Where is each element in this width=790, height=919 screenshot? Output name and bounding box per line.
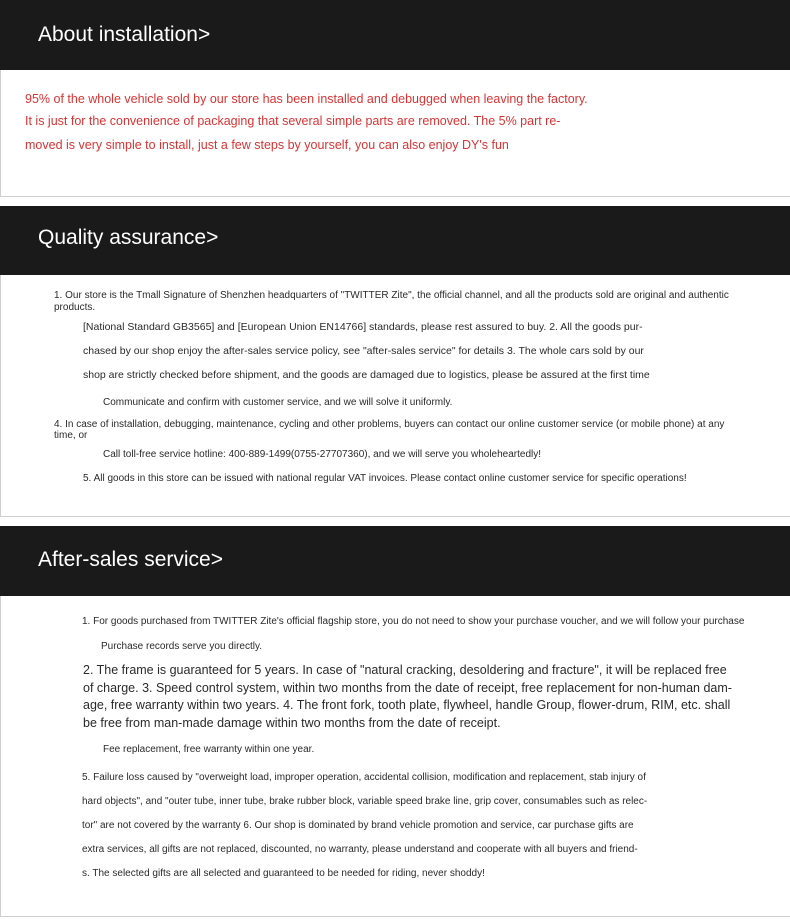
after-sales-line-2: Purchase records serve you directly. (101, 641, 262, 652)
quality-line-6: Communicate and confirm with customer service, and we will solve it uniformly. (103, 397, 453, 408)
after-sales-line-12: s. The selected gifts are all selected and guaranteed to be needed for riding, never shoddy! (82, 868, 485, 879)
after-sales-line-4: of charge. 3. Speed control system, within two months from the date of receipt, free replacement for non-human dam- (83, 681, 732, 695)
after-sales-line-6: be free from man-made damage within two months from the date of receipt. (83, 716, 501, 730)
after-sales-line-7: Fee replacement, free warranty within one year. (103, 744, 315, 755)
installation-line-2: It is just for the convenience of packaging that several simple parts are removed. The 5% part re- (25, 114, 561, 128)
quality-line-4: chased by our shop enjoy the after-sales service policy, see "after-sales service" for details 3. The whole cars sold by our (83, 345, 644, 357)
quality-line-10: 5. All goods in this store can be issued with national regular VAT invoices. Please contact online customer service for specific operations! (83, 473, 687, 484)
installation-header (0, 0, 790, 70)
after-sales-line-9: hard objects", and "outer tube, inner tube, brake rubber block, variable speed brake line, grip cover, consumables such as relec- (82, 796, 648, 807)
after-sales-line-3: 2. The frame is guaranteed for 5 years. In case of "natural cracking, desoldering and fracture", it will be replaced free (83, 663, 727, 677)
quality-line-3: [National Standard GB3565] and [European Union EN14766] standards, please rest assured to buy. 2. All the goods pur- (83, 321, 643, 333)
after-sales-title: After-sales service> (38, 548, 223, 571)
installation-panel (0, 70, 790, 197)
quality-line-2: products. (54, 302, 96, 313)
quality-line-1: 1. Our store is the Tmall Signature of Shenzhen headquarters of "TWITTER Zite", the official channel, and all the products sold are original and authentic (54, 290, 729, 301)
quality-title: Quality assurance> (38, 226, 219, 249)
after-sales-line-10: tor" are not covered by the warranty 6. Our shop is dominated by brand vehicle promotion and service, car purchase gifts are (82, 820, 634, 831)
after-sales-line-11: extra services, all gifts are not replaced, discounted, no warranty, please understand and cooperate with all buyers and friend- (82, 844, 638, 855)
quality-line-9: Call toll-free service hotline: 400-889-1499(0755-27707360), and we will serve you wholeheartedly! (103, 449, 542, 460)
installation-title: About installation> (38, 23, 211, 46)
after-sales-line-8: 5. Failure loss caused by "overweight load, improper operation, accidental collision, modification and replacement, stab injury of (82, 772, 646, 783)
installation-line-3: moved is very simple to install, just a few steps by yourself, you can also enjoy DY's fun (25, 138, 509, 152)
quality-header (0, 206, 790, 275)
quality-line-5: shop are strictly checked before shipment, and the goods are damaged due to logistics, please be assured at the first time (83, 369, 650, 381)
after-sales-line-1: 1. For goods purchased from TWITTER Zite's official flagship store, you do not need to show your purchase voucher, and we will follow your purchase (82, 616, 745, 627)
quality-line-7: 4. In case of installation, debugging, maintenance, cycling and other problems, buyers can contact our online customer service (or mobile phone) at any (54, 419, 725, 430)
quality-line-8: time, or (54, 430, 88, 441)
after-sales-header (0, 526, 790, 596)
after-sales-line-5: age, free warranty within two years. 4. The front fork, tooth plate, flywheel, handle Group, flower-drum, RIM, etc. shall (83, 698, 731, 712)
installation-line-1: 95% of the whole vehicle sold by our store has been installed and debugged when leaving the factory. (25, 92, 588, 106)
